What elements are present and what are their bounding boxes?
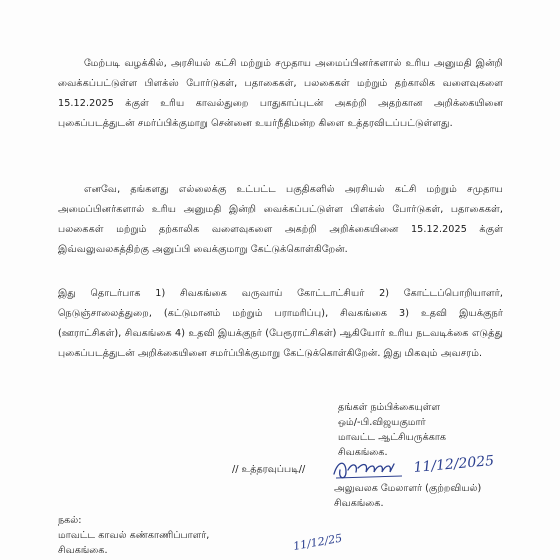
handwritten-initial-date [290,528,360,558]
copy-line: சிவகங்கை. [58,545,108,556]
paragraph-request: எனவே, தங்களது எல்லைக்கு உட்பட்ட பகுதிகளில் அரசியல் கட்சி மற்றும் சமுதாய அமைப்பினர்களால் உரிய அனுமதி இன்றி வைக்கப்பட்டுள்ள பிளக்ஸ் போர்டுகள், பதாகைகள், பலகைகள் மற்றும் தற்காலிக வளைவுகளை அகற்றி அறிக்கையினை 15.12.2025 க்குள் இவ்வலுவலகத்திற்கு அனுப்பி வைக்குமாறு கேட்டுக்கொள்கிறேன். [58,184,503,255]
officer-block [334,481,481,511]
signature-line: சிவகங்கை. [338,447,388,458]
signature-line: தங்கள் நம்பிக்கையுள்ள [338,402,441,413]
svg-text:11/12/25: 11/12/25 [292,531,344,553]
signature-line: ஒம்/-பி.விஜயகுமார் [338,417,426,428]
order-marker: // உத்தரவுப்படி// [232,464,306,475]
handwritten-date: 11/12/2025 [412,453,495,476]
signature-line: மாவட்ட ஆட்சியருக்காக [338,432,447,443]
copy-line: மாவட்ட காவல் கண்காணிப்பாளர், [58,530,210,541]
paragraph-instructions: இது தொடர்பாக 1) சிவகங்கை வருவாய் கோட்டாட்சியர் 2) கோட்டப்பொறியாளர், நெடுஞ்சாலைத்துறை, (கட்டுமானம் மற்றும் பராமரிப்பு), சிவகங்கை 3) உதவி இயக்குநர் (ஊராட்சிகள்), சிவகங்கை 4) உதவி இயக்குநர் (பேரூராட்சிகள்) ஆகியோர் உரிய நடவடிக்கை எடுத்து புகைப்படத்துடன் அறிக்கையினை சமர்ப்பிக்குமாறு கேட்டுக்கொள்கிறேன். இது மிகவும் அவசரம். [58,288,503,359]
copy-block [58,513,209,558]
copy-line: நகல்: [58,515,82,526]
officer-line: அலுவலக மேலாளர் (குற்றவியல்) [334,483,482,494]
paragraph-court-order: மேற்படி வழக்கில், அரசியல் கட்சி மற்றும் சமுதாய அமைப்பினர்களால் உரிய அனுமதி இன்றி வைக்கப்பட்டுள்ள பிளக்ஸ் போர்டுகள், பதாகைகள், பலகைகள் மற்றும் தற்காலிக வளைவுகளை 15.12.2025 க்குள் உரிய காவல்துறை பாதுகாப்புடன் அகற்றி அதற்கான அறிக்கையினை புகைப்படத்துடன் சமர்ப்பிக்குமாறு சென்னை உயர்நீதிமன்ற கிளை உத்தரவிடப்பட்டுள்ளது. [58,58,503,129]
officer-line: சிவகங்கை. [334,498,384,509]
